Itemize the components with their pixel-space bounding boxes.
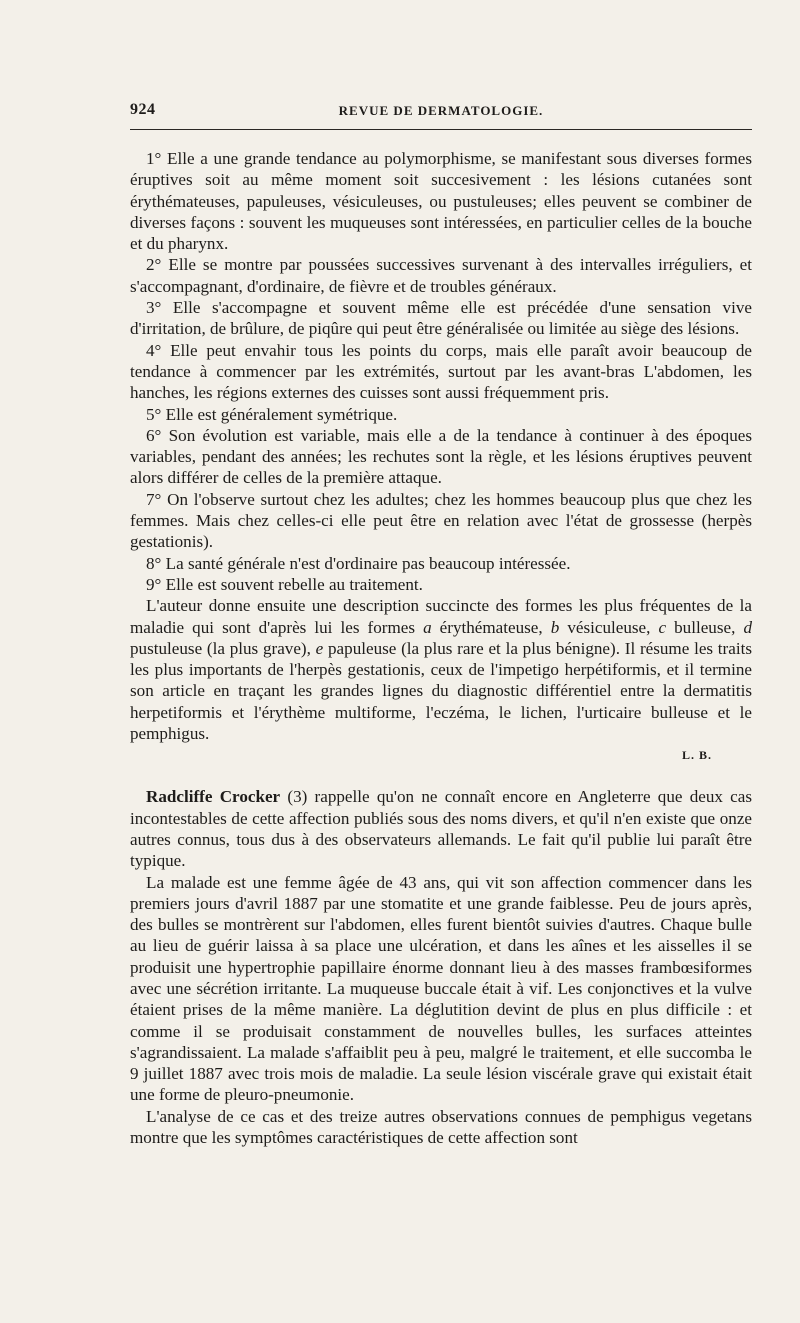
paragraph-8: 8° La santé générale n'est d'ordinaire pas beaucoup intéressée. (146, 553, 571, 573)
case-paragraph: La malade est une femme âgée de 43 ans, qui vit son affection commencer dans les premiers jours d'avril 1887 par une stomatite et une grande faiblesse. Peu de jours après, des bulles se montrèrent sur l'abdomen, elles furent bientôt suivies d'autres. Chaque bulle au lieu de guérir laissa à sa place une ulcération, et dans les aînes et les aisselles il se produisit une hypertrophie papillaire énorme donnant lieu à des masses frambœsiformes avec une sécrétion irritante. La muqueuse buccale était à vif. Les conjonctives et la vulve étaient prises de la même manière. La déglutition devint de plus en plus difficile : et comme il se produisait constamment de nouvelles bulles, les surfaces atteintes s'agrandissaient. La malade s'affaiblit peu à peu, malgré le traitement, et elle succomba le 9 juillet 1887 avec trois mois de maladie. La seule lésion viscérale grave qui existait était une forme de pleuro-pneumonie. (130, 872, 752, 1105)
section-gap (130, 764, 752, 786)
paragraph-7: 7° On l'observe surtout chez les adultes; chez les hommes beaucoup plus que chez les femmes. Mais chez celles-ci elle peut être en relation avec l'état de grossesse (herpès gestationis). (130, 489, 752, 552)
page-header (130, 101, 752, 125)
summary-text: L'auteur donne ensuite une description succincte des formes les plus fréquentes de la maladie qui sont d'après lui les formes (130, 596, 752, 637)
summary-text: papuleuse (la plus rare et la plus bénigne). Il résume les traits les plus importants de l'herpès gestationis, ceux de l'impetigo herpétiformis, et il termine son article en traçant les grandes lignes du diagnostic différentiel entre la dermatitis herpetiformis et l'érythème multiforme, l'eczéma, le lichen, l'urticaire bulleuse et le pemphigus. (130, 638, 752, 744)
paragraph-4: 4° Elle peut envahir tous les points du corps, mais elle paraît avoir beaucoup de tendance à commencer par les extrémités, surtout par les avant-bras L'abdomen, les hanches, les régions externes des cuisses sont aussi fréquemment pris. (130, 340, 752, 403)
summary-text: bulleuse, (666, 617, 744, 637)
summary-text: érythémateuse, (431, 617, 551, 637)
form-letter: a (423, 617, 432, 637)
paragraph-5: 5° Elle est généralement symétrique. (146, 404, 398, 424)
crocker-text: (3) rappelle qu'on ne connaît encore en Angleterre que deux cas incontestables de cette affection publiés sous des noms divers, et qu'il n'en existe que onze autres connus, tous dus à des observateurs allemands. Le fait qu'il publie lui paraît être typique. (130, 787, 752, 871)
summary-text: vésiculeuse, (559, 617, 659, 637)
summary-paragraph (130, 595, 752, 744)
paragraph-2: 2° Elle se montre par poussées successives survenant à des intervalles irréguliers, et s'accompagnant, d'ordinaire, de fièvre et de troubles généraux. (130, 255, 752, 296)
paragraph-3: 3° Elle s'accompagne et souvent même elle est précédée d'une sensation vive d'irritation, de brûlure, de piqûre qui peut être généralisée ou limitée au siège des lésions. (130, 298, 752, 339)
author-name: Radcliffe Crocker (146, 787, 281, 807)
article-body (130, 148, 752, 1148)
summary-text: pustuleuse (la plus grave), (130, 638, 316, 658)
crocker-paragraph (130, 786, 752, 871)
paragraph-6: 6° Son évolution est variable, mais elle a de la tendance à continuer à des époques variables, pendant des années; les rechutes sont la règle, et les lésions éruptives peuvent alors différer de celles de la première attaque. (130, 425, 752, 488)
running-title: REVUE DE DERMATOLOGIE. (338, 103, 544, 118)
header-rule (130, 129, 752, 130)
form-letter: c (658, 617, 667, 637)
page-number: 924 (130, 101, 156, 118)
author-signature: L. B. (681, 748, 712, 763)
form-letter: e (315, 638, 324, 658)
paragraph-9: 9° Elle est souvent rebelle au traitement. (146, 574, 423, 594)
paragraph-1: 1° Elle a une grande tendance au polymorphisme, se manifestant sous diverses formes éruptives soit au même moment soit succesivement : les lésions cutanées sont érythémateuses, papuleuses, vésiculeuses, ou pustuleuses; elles peuvent se combiner de diverses façons : souvent les muqueuses sont intéressées, en particulier celles de la bouche et du pharynx. (130, 149, 752, 254)
analysis-paragraph: L'analyse de ce cas et des treize autres observations connues de pemphigus vegetans montre que les symptômes caractéristiques de cette affection sont (130, 1106, 752, 1148)
form-letter: b (550, 617, 560, 637)
form-letter: d (743, 617, 752, 637)
